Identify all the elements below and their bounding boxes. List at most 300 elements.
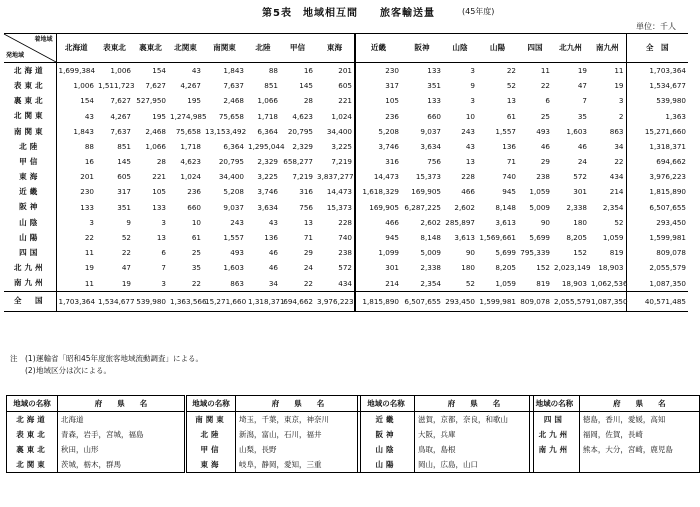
table-cell: 1,703,364: [649, 65, 686, 75]
table-cell: 3,746: [257, 187, 278, 197]
table-cell: 434: [589, 169, 626, 184]
table-cell: 105: [152, 187, 166, 197]
table-cell: 851: [264, 81, 278, 91]
table-cell: 52: [506, 81, 516, 91]
table-cell: 2,354: [420, 278, 441, 288]
region-row: [187, 457, 361, 473]
table-cell: 1,703,364: [56, 291, 96, 311]
table-cell: 169,905: [355, 200, 401, 215]
table-row: [4, 215, 688, 230]
table-cell: 43: [191, 65, 201, 75]
table-cell: 2,055,579: [649, 263, 686, 273]
table-cell: 52: [121, 233, 131, 243]
table-cell: 230: [355, 63, 401, 79]
table-row: [4, 260, 688, 275]
region-row: [187, 412, 361, 428]
table-cell: 1,024: [315, 109, 355, 124]
table-cell: 228: [461, 172, 475, 182]
table-cell: 3,837,277: [315, 169, 355, 184]
table-cell: 945: [502, 187, 516, 197]
region-row: [7, 457, 185, 473]
table-cell: 28: [156, 157, 166, 167]
transport-matrix-table: [4, 33, 688, 312]
table-row: [4, 185, 688, 200]
table-row: [4, 93, 688, 108]
region-row: [7, 412, 185, 428]
table-cell: 7,627: [145, 81, 166, 91]
table-cell: 16: [84, 157, 94, 167]
table-cell: 1,557: [495, 126, 516, 136]
table-cell: 214: [355, 276, 401, 292]
table-cell: 8,205: [566, 233, 587, 243]
prefecture-header: 府 県 名: [415, 396, 534, 412]
table-cell: 1,024: [180, 172, 201, 182]
row-label: 北九州: [4, 260, 56, 275]
prefecture-list: 大阪，兵庫: [415, 427, 534, 442]
table-cell: 3,976,223: [649, 172, 686, 182]
table-cell: 605: [315, 78, 355, 93]
table-cell: 6,287,225: [404, 202, 441, 212]
prefecture-list: 茨城，栃木，群馬: [58, 457, 185, 473]
table-row: [4, 78, 688, 93]
table-cell: 35: [191, 263, 201, 273]
table-cell: 22: [540, 81, 550, 91]
title-row: [0, 0, 700, 22]
table-cell: 2,055,579: [552, 291, 589, 311]
table-cell: 301: [355, 260, 401, 275]
table-cell: 75,658: [175, 126, 201, 136]
table-cell: 25: [191, 248, 201, 258]
table-cell: 5,208: [223, 187, 244, 197]
column-header: 北九州: [552, 34, 589, 63]
table-cell: 243: [461, 126, 475, 136]
region-name: 甲信: [187, 442, 236, 457]
row-label: 四国: [4, 245, 56, 260]
table-cell: 1,087,350: [649, 278, 686, 288]
row-label: 東海: [4, 169, 56, 184]
table-cell: 19: [84, 263, 94, 273]
table-cell: 809,078: [656, 248, 686, 258]
table-cell: 317: [355, 78, 401, 93]
prefecture-list: 福岡，佐賀，長崎: [579, 427, 699, 442]
table-cell: 3: [470, 96, 475, 106]
table-cell: 1,006: [73, 81, 94, 91]
region-row: [530, 442, 700, 457]
table-cell: 1,274,985: [170, 111, 207, 121]
table-cell: 7: [582, 96, 587, 106]
table-cell: 1,006: [110, 65, 131, 75]
prefecture-list: 埼玉，千葉，東京，神奈川: [236, 412, 361, 428]
corner-cell: [4, 34, 56, 63]
table-cell: 22: [121, 248, 131, 258]
table-cell: 11: [540, 65, 550, 75]
prefecture-header: 府 県 名: [58, 396, 185, 412]
table-cell: 11: [84, 248, 94, 258]
prefecture-list: [579, 457, 699, 473]
table-cell: 47: [121, 263, 131, 273]
table-cell: 133: [427, 65, 441, 75]
region-name: 北陸: [187, 427, 236, 442]
table-cell: 136: [264, 233, 278, 243]
table-cell: 152: [536, 263, 550, 273]
table-cell: 28: [303, 96, 313, 106]
column-header: 南九州: [589, 34, 626, 63]
table-cell: 40,571,485: [626, 291, 688, 311]
region-name: 北関東: [7, 457, 58, 473]
table-cell: 136: [502, 141, 516, 151]
region-row: [358, 457, 534, 473]
table-cell: 221: [315, 93, 355, 108]
table-cell: 5,208: [355, 124, 401, 139]
table-cell: 466: [461, 187, 475, 197]
table-cell: 3,746: [355, 139, 401, 154]
table-cell: 8,148: [495, 202, 516, 212]
table-cell: 14,473: [315, 185, 355, 200]
table-cell: 6,507,655: [649, 202, 686, 212]
table-cell: 2,338: [420, 263, 441, 273]
table-cell: 2,602: [420, 217, 441, 227]
row-label: 山陽: [4, 230, 56, 245]
table-cell: 851: [117, 141, 131, 151]
region-table: [529, 395, 700, 473]
table-cell: 1,295,044: [248, 141, 285, 151]
table-cell: 88: [268, 65, 278, 75]
region-row: [358, 427, 534, 442]
table-cell: 195: [152, 111, 166, 121]
table-cell: 660: [427, 111, 441, 121]
row-label: 北海道: [4, 63, 56, 79]
table-cell: 2,023,149: [554, 263, 591, 273]
row-label: 南九州: [4, 276, 56, 292]
table-cell: 13: [506, 96, 516, 106]
row-label: 南関東: [4, 124, 56, 139]
region-name: 北海道: [7, 412, 58, 428]
table-cell: 22: [506, 65, 516, 75]
table-cell: 13: [465, 157, 475, 167]
table-cell: 2,329: [257, 157, 278, 167]
table-cell: 5,009: [420, 248, 441, 258]
table-cell: 90: [540, 217, 550, 227]
table-cell: 34,400: [315, 124, 355, 139]
row-label: 全 国: [4, 291, 56, 311]
table-cell: 20,795: [287, 126, 313, 136]
region-name: 南関東: [187, 412, 236, 428]
table-cell: 71: [303, 233, 313, 243]
table-cell: 293,450: [656, 217, 686, 227]
table-cell: 740: [502, 172, 516, 182]
table-cell: 145: [299, 81, 313, 91]
table-title: 第5表 地域相互間 旅客輸送量: [262, 8, 435, 19]
table-cell: 34: [268, 278, 278, 288]
table-cell: 180: [461, 263, 475, 273]
table-cell: 6: [161, 248, 166, 258]
table-cell: 228: [315, 215, 355, 230]
table-cell: 1,534,677: [649, 81, 686, 91]
table-cell: 1,599,981: [649, 233, 686, 243]
table-cell: 3,613: [495, 217, 516, 227]
table-cell: 5,699: [495, 248, 516, 258]
table-cell: 694,662: [280, 291, 315, 311]
table-cell: 493: [536, 126, 550, 136]
table-cell: 236: [187, 187, 201, 197]
table-cell: 10: [191, 217, 201, 227]
table-cell: 214: [589, 185, 626, 200]
row-label: 近畿: [4, 185, 56, 200]
table-row: [4, 200, 688, 215]
column-header: 全 国: [626, 34, 688, 63]
table-cell: 22: [589, 154, 626, 169]
table-cell: 1,511,723: [98, 81, 135, 91]
table-row: [4, 154, 688, 169]
table-cell: 61: [191, 233, 201, 243]
table-cell: 20,795: [218, 157, 244, 167]
header-row: [4, 34, 688, 63]
region-name: 東海: [187, 457, 236, 473]
table-cell: 1,059: [495, 278, 516, 288]
table-cell: 43: [84, 111, 94, 121]
table-cell: 2,468: [223, 96, 244, 106]
table-cell: 572: [573, 172, 587, 182]
region-header-row: [530, 396, 700, 412]
table-cell: 154: [80, 96, 94, 106]
table-cell: 572: [315, 260, 355, 275]
table-cell: 52: [465, 278, 475, 288]
prefecture-list: 北海道: [58, 412, 185, 428]
table-cell: 1,557: [223, 233, 244, 243]
prefecture-header: 府 県 名: [236, 396, 361, 412]
table-cell: 15,271,660: [203, 291, 246, 311]
prefecture-list: 熊本，大分，宮崎，鹿児島: [579, 442, 699, 457]
table-cell: 3: [589, 93, 626, 108]
column-header: 甲信: [280, 34, 315, 63]
table-cell: 15,271,660: [644, 126, 686, 136]
table-cell: 35: [577, 111, 587, 121]
table-cell: 2,338: [566, 202, 587, 212]
table-cell: 7,219: [315, 154, 355, 169]
region-row: [7, 427, 185, 442]
table-cell: 740: [315, 230, 355, 245]
table-cell: 1,618,329: [355, 185, 401, 200]
region-row: [7, 442, 185, 457]
table-cell: 756: [299, 202, 313, 212]
table-cell: 19: [121, 278, 131, 288]
table-cell: 819: [536, 278, 550, 288]
prefecture-list: 岡山，広島，山口: [415, 457, 534, 473]
table-cell: 1,534,677: [96, 291, 133, 311]
table-row: [4, 230, 688, 245]
table-cell: 236: [355, 109, 401, 124]
table-cell: 43: [465, 141, 475, 151]
region-name-header: 地域の名称: [7, 396, 58, 412]
table-cell: 7,637: [223, 81, 244, 91]
table-row: [4, 169, 688, 184]
table-cell: 694,662: [656, 157, 686, 167]
table-cell: 22: [191, 278, 201, 288]
table-cell: 10: [465, 111, 475, 121]
region-name: [530, 457, 580, 473]
region-name-header: 地域の名称: [530, 396, 580, 412]
table-cell: 863: [230, 278, 244, 288]
region-name: 裏東北: [7, 442, 58, 457]
table-cell: 301: [573, 187, 587, 197]
table-cell: 152: [573, 248, 587, 258]
table-cell: 1,062,536: [589, 276, 626, 292]
table-cell: 201: [315, 63, 355, 79]
table-body: [4, 63, 688, 312]
table-cell: 133: [152, 202, 166, 212]
column-header: 裏東北: [133, 34, 168, 63]
table-cell: 4,267: [180, 81, 201, 91]
table-cell: 230: [80, 187, 94, 197]
table-cell: 5,009: [529, 202, 550, 212]
table-cell: 5,699: [529, 233, 550, 243]
region-name-header: 地域の名称: [187, 396, 236, 412]
table-cell: 3: [161, 278, 166, 288]
region-header-row: [358, 396, 534, 412]
table-cell: 34,400: [218, 172, 244, 182]
table-cell: 6,364: [223, 141, 244, 151]
table-cell: 145: [117, 157, 131, 167]
table-cell: 24: [303, 263, 313, 273]
table-cell: 238: [315, 245, 355, 260]
column-header: 表東北: [96, 34, 133, 63]
table-cell: 434: [315, 276, 355, 292]
row-label: 表東北: [4, 78, 56, 93]
table-cell: 1,059: [529, 187, 550, 197]
table-cell: 22: [84, 233, 94, 243]
table-cell: 15,373: [415, 172, 441, 182]
table-cell: 25: [540, 111, 550, 121]
table-cell: 75,658: [218, 111, 244, 121]
table-cell: 3: [470, 65, 475, 75]
table-cell: 133: [427, 96, 441, 106]
table-row: [4, 124, 688, 139]
column-header: 南関東: [203, 34, 246, 63]
table-cell: 1,603: [566, 126, 587, 136]
table-cell: 285,897: [445, 217, 475, 227]
table-cell: 221: [152, 172, 166, 182]
table-cell: 133: [80, 202, 94, 212]
table-cell: 1,815,890: [355, 291, 401, 311]
table-cell: 3,613: [454, 233, 475, 243]
prefecture-list: 徳島，香川，愛媛，高知: [579, 412, 699, 428]
table-cell: 9,037: [223, 202, 244, 212]
table-cell: 539,980: [656, 96, 686, 106]
region-name: 山陽: [358, 457, 415, 473]
table-cell: 2,468: [145, 126, 166, 136]
table-cell: 658,277: [283, 157, 313, 167]
table-cell: 605: [117, 172, 131, 182]
table-cell: 2,329: [292, 141, 313, 151]
table-cell: 7: [161, 263, 166, 273]
table-cell: 7,637: [110, 126, 131, 136]
table-cell: 11: [589, 63, 626, 79]
table-cell: 8,148: [420, 233, 441, 243]
region-table: [357, 395, 534, 473]
prefecture-list: 山梨，長野: [236, 442, 361, 457]
table-cell: 1,318,371: [649, 141, 686, 151]
table-cell: 3,976,223: [315, 291, 355, 311]
table-cell: 29: [540, 157, 550, 167]
table-cell: 105: [355, 93, 401, 108]
table-cell: 13,153,492: [205, 126, 247, 136]
table-cell: 238: [536, 172, 550, 182]
table-cell: 43: [268, 217, 278, 227]
table-cell: 1,363: [665, 111, 686, 121]
table-row: [4, 109, 688, 124]
prefecture-list: 鳥取，島根: [415, 442, 534, 457]
table-cell: 1,718: [180, 141, 201, 151]
table-cell: 1,718: [257, 111, 278, 121]
table-cell: 466: [355, 215, 401, 230]
table-cell: 2,354: [589, 200, 626, 215]
table-cell: 2,602: [454, 202, 475, 212]
table-cell: 88: [84, 141, 94, 151]
table-cell: 809,078: [518, 291, 552, 311]
table-cell: 3,225: [257, 172, 278, 182]
region-name: 阪神: [358, 427, 415, 442]
note-2: (2)地域区分は次による。: [10, 366, 111, 375]
table-cell: 660: [187, 202, 201, 212]
table-cell: 756: [427, 157, 441, 167]
table-cell: 1,599,981: [477, 291, 518, 311]
column-header: 四国: [518, 34, 552, 63]
table-cell: 11: [84, 278, 94, 288]
table-cell: 6,364: [257, 126, 278, 136]
row-label: 山陰: [4, 215, 56, 230]
table-cell: 3,225: [315, 139, 355, 154]
region-row: [530, 412, 700, 428]
region-row: [187, 427, 361, 442]
table-cell: 6: [545, 96, 550, 106]
destination-label: 着地域: [34, 36, 53, 43]
prefecture-list: 滋賀，京都，奈良，和歌山: [415, 412, 534, 428]
region-header-row: [7, 396, 185, 412]
region-row: [530, 427, 700, 442]
region-name: 北九州: [530, 427, 580, 442]
column-header: 山陽: [477, 34, 518, 63]
region-row: [358, 442, 534, 457]
table-cell: 90: [465, 248, 475, 258]
region-name: 四国: [530, 412, 580, 428]
table-cell: 1,569,661: [479, 233, 516, 243]
table-cell: 1,087,350: [589, 291, 626, 311]
row-label: 阪神: [4, 200, 56, 215]
table-cell: 1,059: [589, 230, 626, 245]
table-cell: 1,318,371: [246, 291, 280, 311]
origin-label: 発地域: [6, 52, 25, 59]
table-cell: 9: [470, 81, 475, 91]
row-label: 北関東: [4, 109, 56, 124]
table-cell: 9,037: [420, 126, 441, 136]
total-row: [4, 291, 688, 311]
region-name-header: 地域の名称: [358, 396, 415, 412]
column-header: 近畿: [355, 34, 401, 63]
table-cell: 3,634: [420, 141, 441, 151]
table-cell: 1,699,384: [58, 65, 96, 75]
table-cell: 29: [303, 248, 313, 258]
table-cell: 1,066: [145, 141, 166, 151]
row-label: 甲信: [4, 154, 56, 169]
table-cell: 16: [303, 65, 313, 75]
table-cell: 351: [117, 202, 131, 212]
unit-label: 単位：千人: [636, 22, 676, 31]
region-table: [6, 395, 185, 473]
column-header: 東海: [315, 34, 355, 63]
table-cell: 819: [589, 245, 626, 260]
table-cell: 34: [589, 139, 626, 154]
table-cell: 293,450: [443, 291, 477, 311]
